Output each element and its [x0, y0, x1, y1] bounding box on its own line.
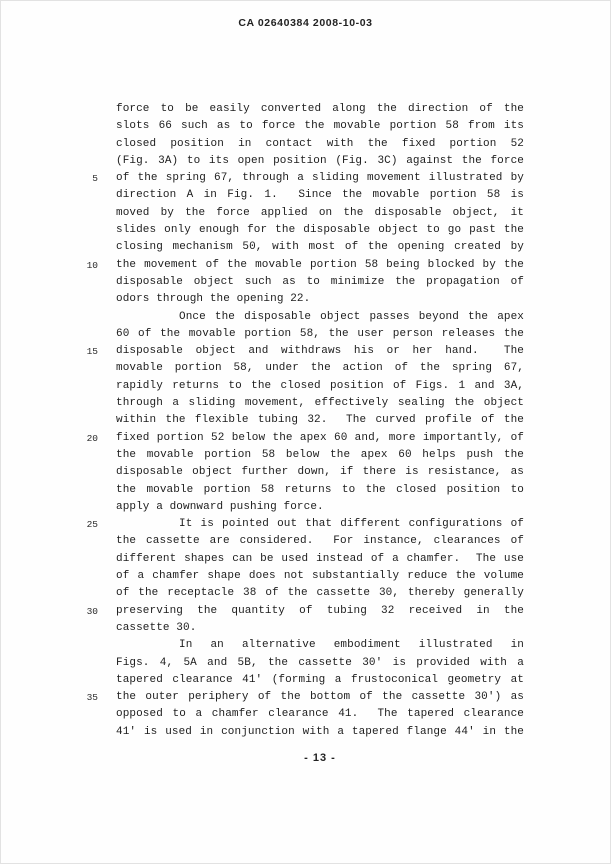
line-text: In an alternative embodiment illustrated in — [179, 639, 524, 652]
text-line — [1, 205, 610, 222]
line-number: 10 — [86, 259, 98, 271]
text-line — [1, 378, 610, 395]
line-number: 20 — [86, 432, 98, 444]
line-text: rapidly returns to the closed position of Figs. 1 and 3A, — [116, 379, 524, 392]
text-line — [1, 395, 610, 412]
line-text: of a chamfer shape does not substantially reduce the volume — [116, 570, 524, 583]
line-text: cassette 30. — [116, 621, 197, 634]
line-text: direction A in Fig. 1. Since the movable portion 58 is — [116, 189, 524, 202]
text-line — [1, 360, 610, 377]
text-line — [1, 551, 610, 568]
line-text: It is pointed out that different configurations of — [179, 518, 524, 531]
text-line — [1, 412, 610, 429]
text-line — [1, 447, 610, 464]
text-line — [1, 672, 610, 689]
text-line — [1, 603, 610, 620]
line-text: slides only enough for the disposable object to go past the — [116, 224, 524, 237]
page-number: - 13 - — [304, 752, 336, 764]
line-text: Figs. 4, 5A and 5B, the cassette 30' is provided with a — [116, 656, 524, 669]
text-line — [1, 585, 610, 602]
line-text: within the flexible tubing 32. The curved profile of the — [116, 414, 524, 427]
line-text: 41' is used in conjunction with a tapered flange 44' in the — [116, 725, 524, 738]
line-text: of the spring 67, through a sliding movement illustrated by — [116, 172, 524, 185]
line-text: Once the disposable object passes beyond the apex — [179, 310, 524, 323]
document-text-body — [1, 101, 610, 741]
line-text: different shapes can be used instead of a chamfer. The use — [116, 552, 524, 565]
text-line — [1, 239, 610, 256]
text-line — [1, 620, 610, 637]
text-line — [1, 655, 610, 672]
line-text: moved by the force applied on the disposable object, it — [116, 206, 524, 219]
text-line — [1, 187, 610, 204]
text-line — [1, 533, 610, 550]
line-text: tapered clearance 41' (forming a frustoconical geometry at — [116, 673, 524, 686]
line-text: 60 of the movable portion 58, the user person releases the — [116, 327, 524, 340]
text-line — [1, 516, 610, 533]
text-line — [1, 343, 610, 360]
text-line — [1, 101, 610, 118]
line-text: closing mechanism 50, with most of the opening created by — [116, 241, 524, 254]
line-number: 15 — [86, 346, 98, 358]
line-text: disposable object further down, if there is resistance, as — [116, 466, 524, 479]
text-line — [1, 309, 610, 326]
text-line — [1, 706, 610, 723]
line-text: disposable object and withdraws his or her hand. The — [116, 345, 524, 358]
line-text: the outer periphery of the bottom of the cassette 30') as — [116, 691, 524, 704]
document-header-stamp: CA 02640384 2008-10-03 — [238, 17, 373, 29]
line-number: 5 — [92, 173, 98, 185]
text-line — [1, 326, 610, 343]
text-line — [1, 274, 610, 291]
line-text: closed position in contact with the fixed portion 52 — [116, 137, 524, 150]
line-text: disposable object such as to minimize the propagation of — [116, 275, 524, 288]
text-line — [1, 637, 610, 654]
line-text: the movable portion 58 returns to the closed position to — [116, 483, 524, 496]
line-text: movable portion 58, under the action of the spring 67, — [116, 362, 524, 375]
text-line — [1, 153, 610, 170]
line-text: the movable portion 58 below the apex 60 helps push the — [116, 448, 524, 461]
line-text: fixed portion 52 below the apex 60 and, more importantly, of — [116, 431, 524, 444]
text-line — [1, 464, 610, 481]
line-text: through a sliding movement, effectively sealing the object — [116, 397, 524, 410]
text-line — [1, 170, 610, 187]
line-text: the cassette are considered. For instance, clearances of — [116, 535, 524, 548]
line-text: slots 66 such as to force the movable portion 58 from its — [116, 120, 524, 133]
line-text: preserving the quantity of tubing 32 received in the — [116, 604, 524, 617]
text-line — [1, 257, 610, 274]
text-line — [1, 222, 610, 239]
text-line — [1, 430, 610, 447]
line-text: apply a downward pushing force. — [116, 500, 324, 513]
text-line — [1, 118, 610, 135]
text-line — [1, 136, 610, 153]
line-number: 35 — [86, 692, 98, 704]
line-text: of the receptacle 38 of the cassette 30, thereby generally — [116, 587, 524, 600]
line-text: force to be easily converted along the direction of the — [116, 103, 524, 115]
line-text: the movement of the movable portion 58 being blocked by the — [116, 258, 524, 271]
text-line — [1, 568, 610, 585]
text-line — [1, 724, 610, 741]
text-line — [1, 482, 610, 499]
line-number: 30 — [86, 605, 98, 617]
line-text: odors through the opening 22. — [116, 293, 311, 306]
line-number: 25 — [86, 519, 98, 531]
line-text: opposed to a chamfer clearance 41. The tapered clearance — [116, 708, 524, 721]
text-line — [1, 499, 610, 516]
line-text: (Fig. 3A) to its open position (Fig. 3C) against the force — [116, 154, 524, 167]
text-line — [1, 689, 610, 706]
text-line — [1, 291, 610, 308]
